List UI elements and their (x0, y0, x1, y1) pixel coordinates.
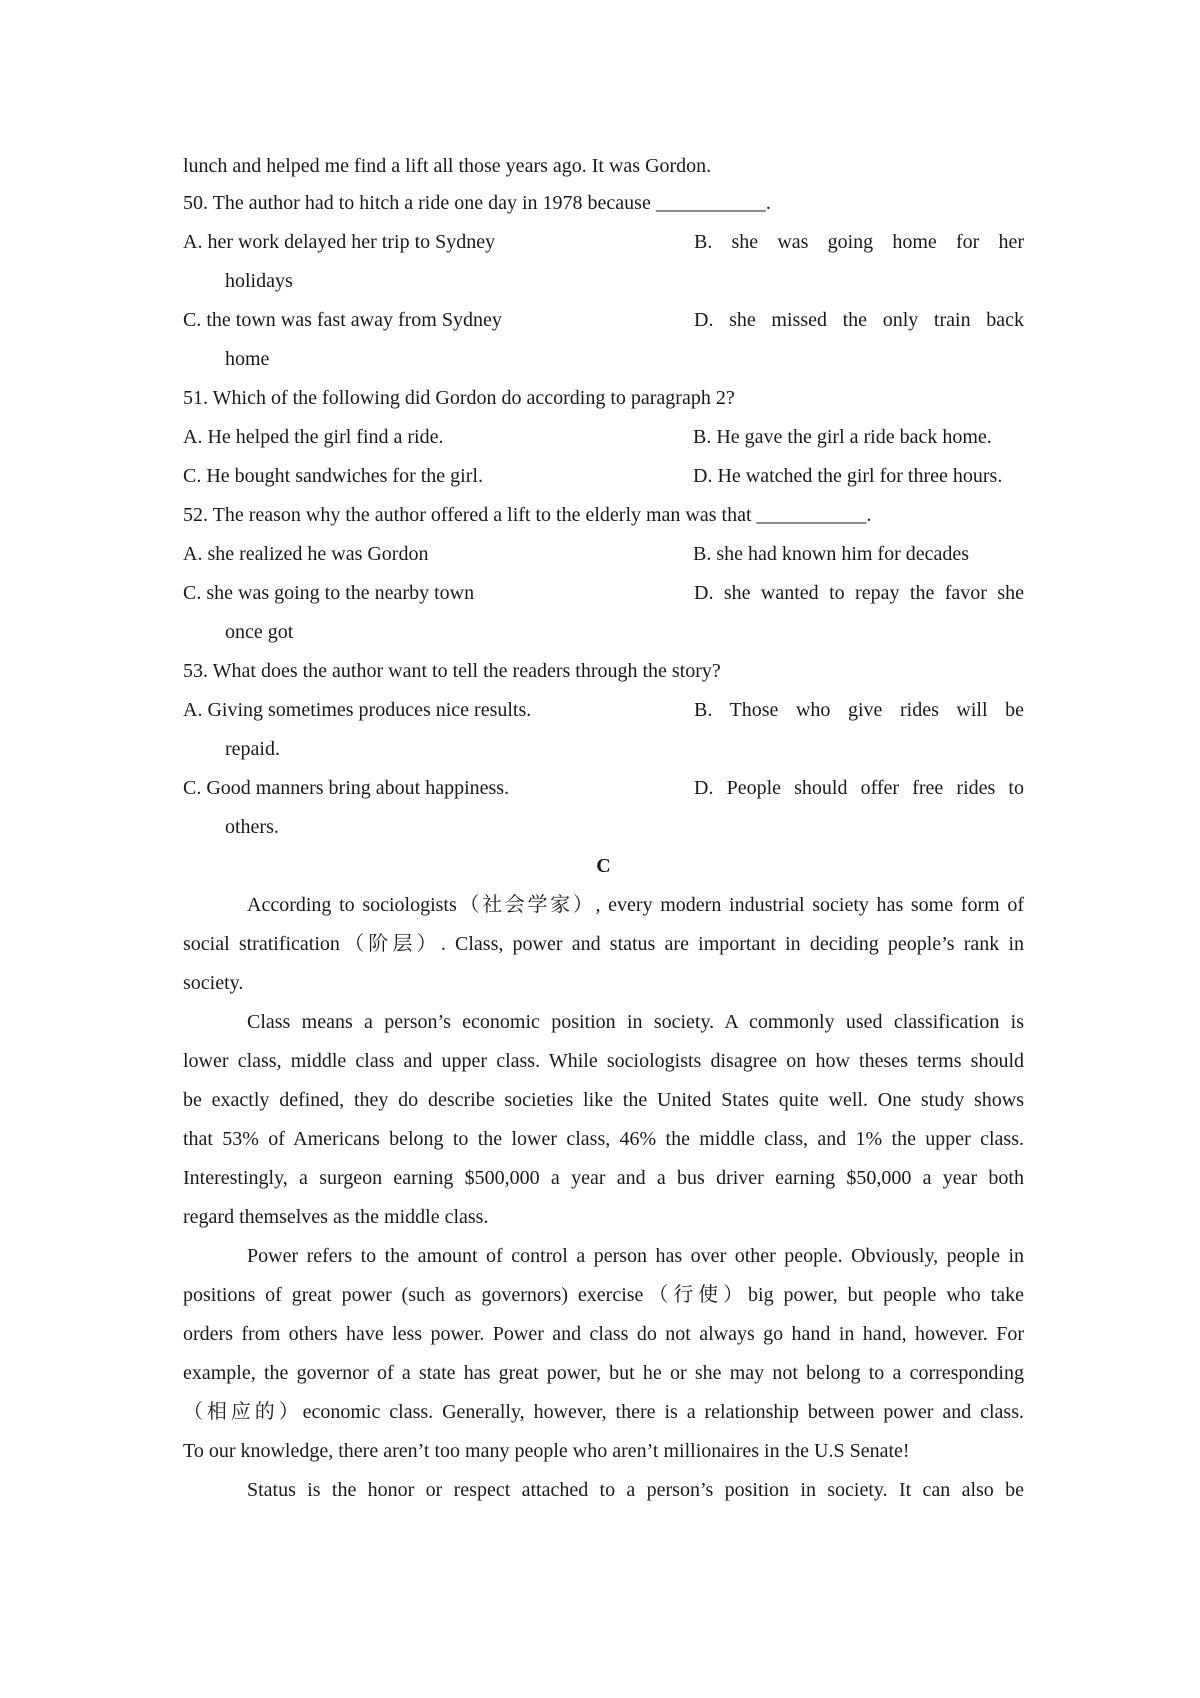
q50-option-b: B. she was going home for her (694, 231, 1024, 253)
q53-option-b-continued: repaid. (225, 738, 280, 760)
q51-option-a: A. He helped the girl find a ride. (183, 426, 444, 448)
question-50-stem: 50. The author had to hitch a ride one day in 1978 because ___________. (183, 192, 771, 214)
paragraph-3-line-3: orders from others have less power. Power and class do not always go hand in hand, however. For (183, 1323, 1024, 1345)
paragraph-2-line-4: that 53% of Americans belong to the lower class, 46% the middle class, and 1% the upper class. (183, 1128, 1024, 1150)
paragraph-3-line-6: To our knowledge, there aren’t too many people who aren’t millionaires in the U.S Senate! (183, 1440, 910, 1462)
q51-option-b: B. He gave the girl a ride back home. (693, 426, 992, 448)
question-52-stem: 52. The reason why the author offered a lift to the elderly man was that ___________. (183, 504, 872, 526)
q50-option-c: C. the town was fast away from Sydney (183, 309, 502, 331)
q53-option-d-continued: others. (225, 816, 279, 838)
q52-option-d-continued: once got (225, 621, 294, 643)
q50-option-d-continued: home (225, 348, 270, 370)
question-53-stem: 53. What does the author want to tell the readers through the story? (183, 660, 721, 682)
paragraph-1-line-2: social stratification（阶层）. Class, power and status are important in deciding people’s rank in (183, 933, 1024, 955)
paragraph-3-line-2: positions of great power (such as governors) exercise（行使）big power, but people who take (183, 1284, 1024, 1306)
paragraph-3-line-4: example, the governor of a state has great power, but he or she may not belong to a corresponding (183, 1362, 1024, 1384)
previous-passage-last-line: lunch and helped me find a lift all those years ago. It was Gordon. (183, 155, 712, 177)
q50-option-d: D. she missed the only train back (694, 309, 1024, 331)
q50-option-b-continued: holidays (225, 270, 293, 292)
paragraph-3-line-1: Power refers to the amount of control a person has over other people. Obviously, people in (247, 1245, 1024, 1267)
paragraph-2-line-1: Class means a person’s economic position in society. A commonly used classification is (247, 1011, 1024, 1033)
q53-option-a: A. Giving sometimes produces nice results. (183, 699, 532, 721)
q51-option-d: D. He watched the girl for three hours. (693, 465, 1003, 487)
section-title: C (596, 855, 611, 877)
q52-option-b: B. she had known him for decades (693, 543, 970, 565)
q53-option-d: D. People should offer free rides to (694, 777, 1024, 799)
q53-option-b: B. Those who give rides will be (694, 699, 1024, 721)
q52-option-a: A. she realized he was Gordon (183, 543, 429, 565)
q50-option-a: A. her work delayed her trip to Sydney (183, 231, 496, 253)
paragraph-3-line-5: （相应的）economic class. Generally, however, there is a relationship between power and class. (183, 1401, 1024, 1423)
paragraph-2-line-6: regard themselves as the middle class. (183, 1206, 489, 1228)
q53-option-c: C. Good manners bring about happiness. (183, 777, 510, 799)
q52-option-c: C. she was going to the nearby town (183, 582, 475, 604)
q51-option-c: C. He bought sandwiches for the girl. (183, 465, 483, 487)
question-51-stem: 51. Which of the following did Gordon do according to paragraph 2? (183, 387, 735, 409)
paragraph-1-line-1: According to sociologists（社会学家）, every modern industrial society has some form of (247, 894, 1024, 916)
paragraph-1-line-3: society. (183, 972, 244, 994)
paragraph-2-line-3: be exactly defined, they do describe societies like the United States quite well. One study shows (183, 1089, 1024, 1111)
paragraph-2-line-5: Interestingly, a surgeon earning $500,000 a year and a bus driver earning $50,000 a year both (183, 1167, 1024, 1189)
q52-option-d: D. she wanted to repay the favor she (694, 582, 1024, 604)
paragraph-4-line-1: Status is the honor or respect attached to a person’s position in society. It can also be (247, 1479, 1024, 1501)
paragraph-2-line-2: lower class, middle class and upper class. While sociologists disagree on how theses terms should (183, 1050, 1024, 1072)
